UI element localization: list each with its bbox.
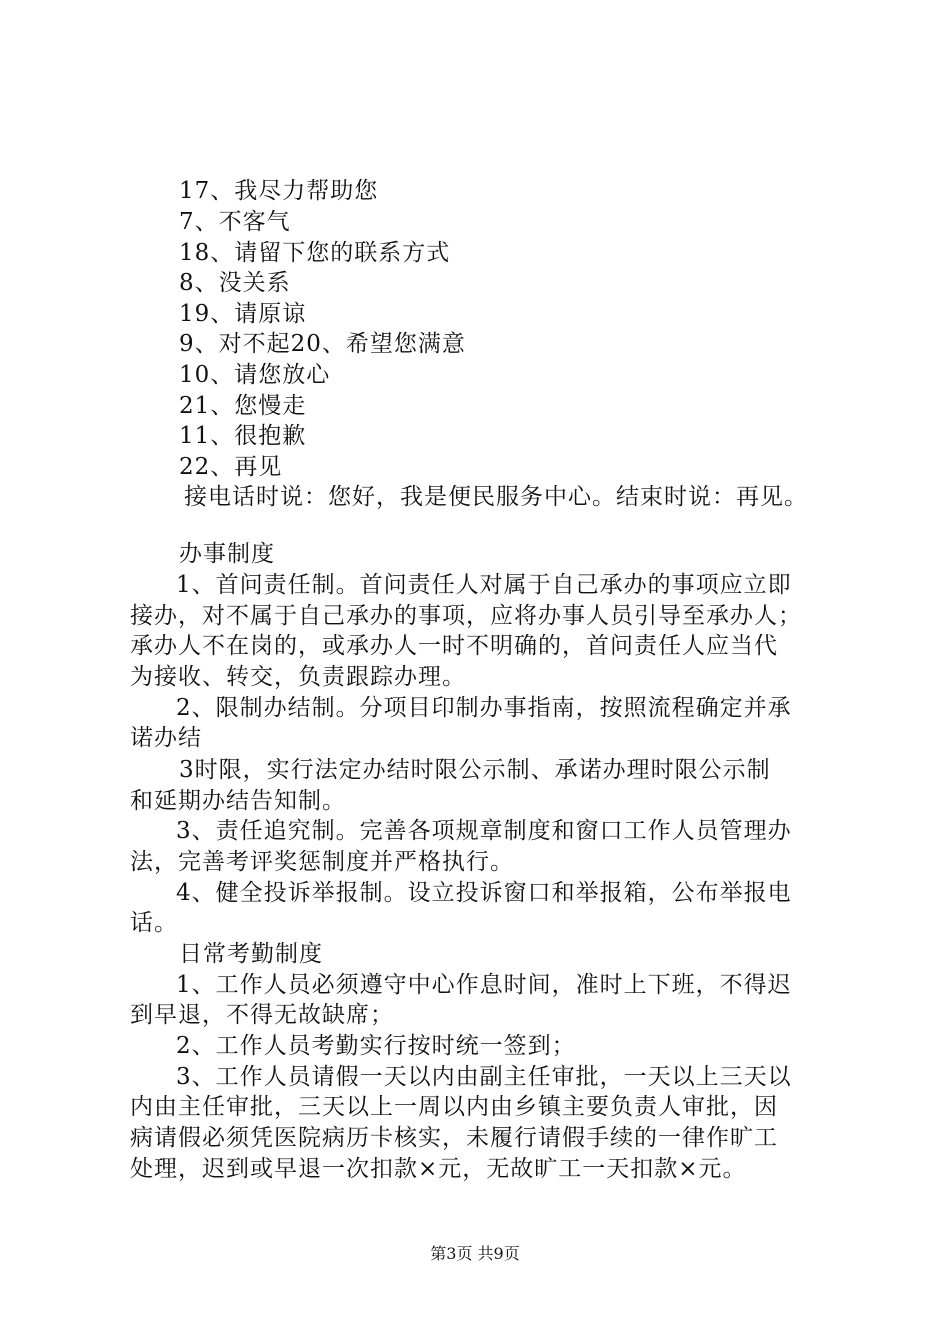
phrase-item: 18、请留下您的联系方式 [179, 240, 451, 266]
page-number-footer: 第3页 共9页 [430, 1244, 520, 1263]
paragraph-line: 4、健全投诉举报制。设立投诉窗口和举报箱，公布举报电 [176, 880, 792, 906]
paragraph-line: 1、工作人员必须遵守中心作息时间，准时上下班，不得迟 [176, 972, 792, 998]
paragraph-line: 3、责任追究制。完善各项规章制度和窗口工作人员管理办 [176, 818, 792, 844]
paragraph-line: 为接收、转交，负责跟踪办理。 [130, 664, 466, 690]
paragraph-line: 2、限制办结制。分项目印制办事指南，按照流程确定并承 [176, 695, 792, 721]
paragraph-line: 内由主任审批，三天以上一周以内由乡镇主要负责人审批，因 [130, 1094, 778, 1120]
phrase-item: 7、不客气 [179, 209, 291, 235]
paragraph-line: 承办人不在岗的，或承办人一时不明确的，首问责任人应当代 [130, 633, 778, 659]
paragraph-line: 诺办结 [130, 725, 202, 751]
phrase-item: 11、很抱歉 [179, 423, 307, 449]
phrase-item: 22、再见 [179, 454, 283, 480]
phrase-item: 10、请您放心 [179, 362, 331, 388]
paragraph-line: 处理，迟到或早退一次扣款×元，无故旷工一天扣款×元。 [130, 1156, 747, 1182]
section-title-attendance: 日常考勤制度 [179, 941, 323, 967]
paragraph-line: 病请假必须凭医院病历卡核实，未履行请假手续的一律作旷工 [130, 1125, 778, 1151]
phrase-item: 17、我尽力帮助您 [179, 178, 379, 204]
paragraph-line: 到早退，不得无故缺席； [130, 1002, 394, 1028]
phrase-item: 21、您慢走 [179, 393, 307, 419]
section-title-work: 办事制度 [179, 541, 275, 567]
paragraph-line: 2、工作人员考勤实行按时统一签到； [176, 1033, 576, 1059]
paragraph-line: 话。 [130, 910, 178, 936]
paragraph-line: 1、首问责任制。首问责任人对属于自己承办的事项应立即 [176, 572, 792, 598]
phrase-item: 19、请原谅 [179, 301, 307, 327]
phrase-item: 8、没关系 [179, 270, 291, 296]
paragraph-line: 接办，对不属于自己承办的事项，应将办事人员引导至承办人； [130, 603, 802, 629]
phone-greeting: 接电话时说：您好，我是便民服务中心。结束时说：再见。 [184, 484, 808, 510]
paragraph-line: 法，完善考评奖惩制度并严格执行。 [130, 849, 514, 875]
phrase-item: 9、对不起20、希望您满意 [179, 331, 466, 357]
paragraph-line: 和延期办结告知制。 [130, 788, 346, 814]
paragraph-line: 3、工作人员请假一天以内由副主任审批，一天以上三天以 [176, 1064, 792, 1090]
paragraph-line: 3时限，实行法定办结时限公示制、承诺办理时限公示制 [179, 757, 771, 783]
